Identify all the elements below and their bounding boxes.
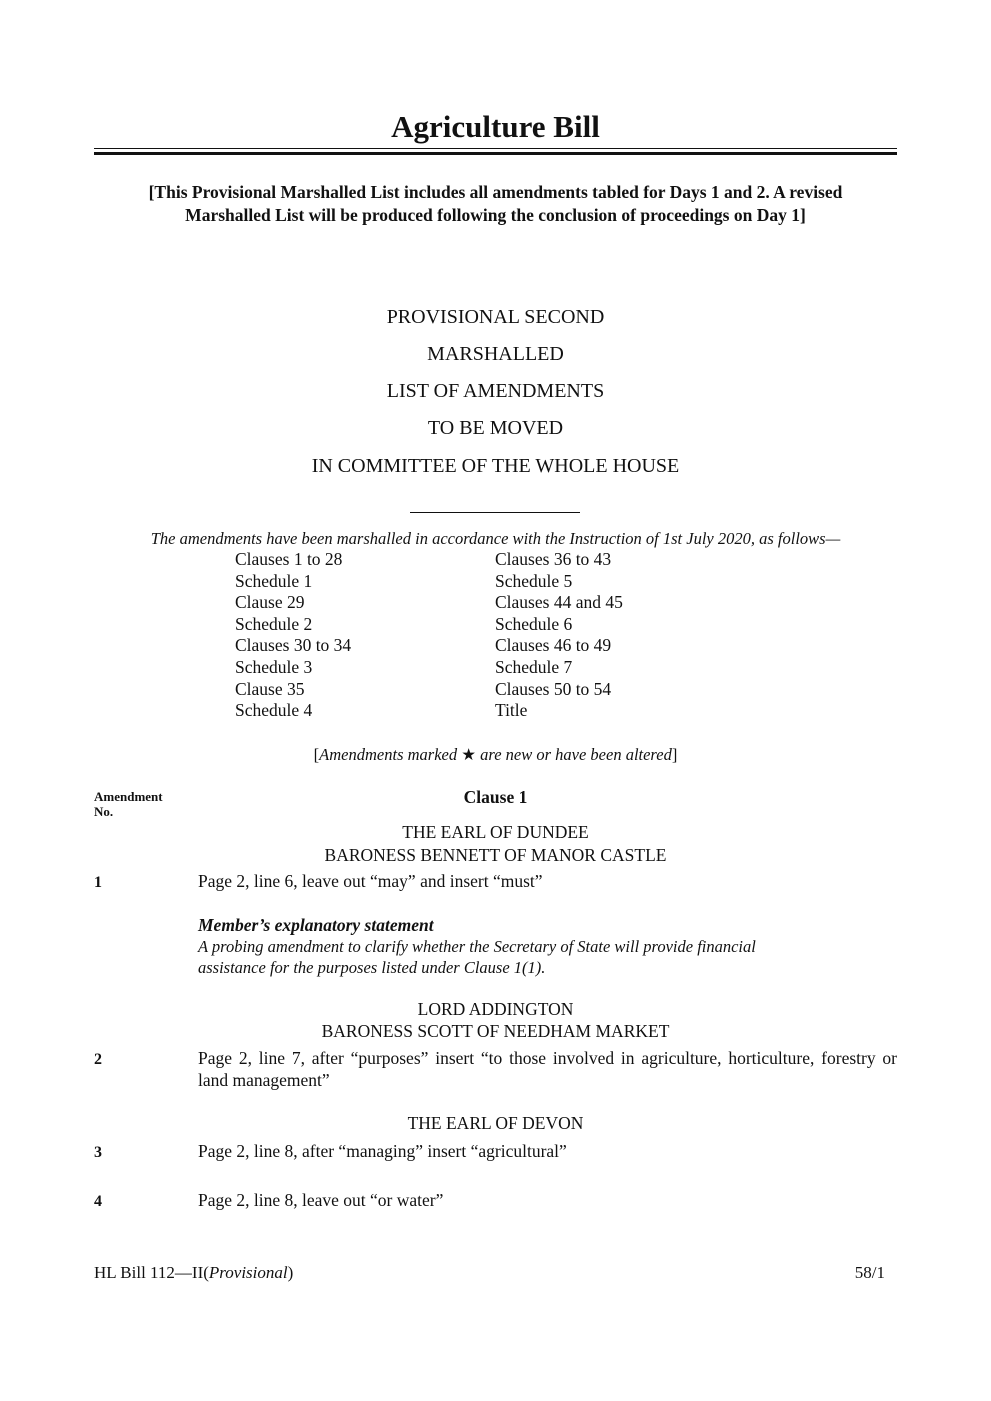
document-title: Agriculture Bill [391, 109, 600, 144]
order-item: Schedule 7 [495, 656, 573, 677]
order-item: Clauses 1 to 28 [235, 549, 343, 569]
order-item: Clauses 50 to 54 [495, 678, 612, 699]
marked-text: Amendments marked [319, 745, 462, 764]
provisional-note [0, 181, 991, 227]
bracket: ) [287, 1263, 294, 1282]
statement-line: A probing amendment to clarify whether the Secretary of State will provide financial [198, 937, 756, 956]
clause-heading: Clause 1 [463, 787, 528, 807]
amendment-number: 1 [94, 874, 102, 891]
bill-number: HL Bill 112—II( [94, 1263, 209, 1282]
order-item: Clause 35 [235, 678, 305, 699]
amendment-number: 4 [94, 1193, 102, 1210]
member-name: THE EARL OF DUNDEE [402, 822, 589, 842]
order-item: Schedule 3 [235, 656, 313, 677]
marshalling-intro: The amendments have been marshalled in accordance with the Instruction of 1st July 2020, as follows— [150, 529, 841, 548]
amendment-number: 3 [94, 1144, 102, 1161]
title-rule-thick [94, 152, 897, 155]
order-list-left [235, 549, 351, 722]
bracket: ] [671, 745, 678, 764]
statement-line: assistance for the purposes listed under Clause 1(1). [198, 958, 546, 977]
label-line: No. [94, 804, 114, 819]
label-line: Amendment [94, 789, 163, 804]
member-name: BARONESS BENNETT OF MANOR CASTLE [324, 845, 667, 865]
member-name: LORD ADDINGTON [417, 999, 574, 1019]
title-rule-thin [94, 148, 897, 149]
order-item: Schedule 6 [495, 613, 573, 634]
order-item: Clauses 46 to 49 [495, 635, 612, 656]
order-item: Schedule 2 [235, 613, 313, 634]
amendment-text: Page 2, line 8, after “managing” insert “agricultural” [198, 1141, 567, 1161]
heading-line: LIST OF AMENDMENTS [386, 380, 605, 402]
explanatory-statement [198, 914, 897, 978]
amendment-number: 2 [94, 1051, 102, 1068]
amendment-text: Page 2, line 8, leave out “or water” [198, 1190, 444, 1210]
bill-status: Provisional [208, 1263, 288, 1282]
order-list-right [495, 549, 623, 722]
marked-text: are new or have been altered [476, 745, 672, 764]
order-item: Schedule 1 [235, 570, 313, 591]
heading-line: TO BE MOVED [427, 417, 564, 439]
star-icon: ★ [461, 745, 477, 764]
order-item: Schedule 5 [495, 570, 573, 591]
section-divider [410, 512, 580, 513]
member-name: BARONESS SCOTT OF NEEDHAM MARKET [321, 1021, 670, 1041]
order-item: Clauses 36 to 43 [495, 549, 612, 569]
marked-note [0, 744, 991, 766]
note-line: [This Provisional Marshalled List includes all amendments tabled for Days 1 and 2. A revised [148, 182, 843, 202]
bracket: [ [313, 745, 320, 764]
heading-line: IN COMMITTEE OF THE WHOLE HOUSE [311, 455, 680, 477]
heading-line: PROVISIONAL SECOND [386, 306, 605, 328]
statement-heading: Member’s explanatory statement [198, 915, 434, 935]
page-number: 58/1 [854, 1263, 885, 1282]
bill-reference [94, 1262, 293, 1284]
amendment-text: Page 2, line 6, leave out “may” and insert “must” [198, 871, 543, 891]
order-item: Clauses 44 and 45 [495, 592, 623, 613]
order-item: Schedule 4 [235, 700, 313, 721]
order-item: Clauses 30 to 34 [235, 635, 352, 656]
member-name: THE EARL OF DEVON [407, 1113, 584, 1133]
amendment-text: Page 2, line 7, after “purposes” insert “to those involved in agriculture, horticulture, forestry or land management” [198, 1048, 897, 1090]
order-item: Title [495, 700, 528, 721]
heading-line: MARSHALLED [427, 343, 564, 365]
order-item: Clause 29 [235, 592, 305, 613]
note-line: Marshalled List will be produced following the conclusion of proceedings on Day 1] [185, 205, 806, 225]
